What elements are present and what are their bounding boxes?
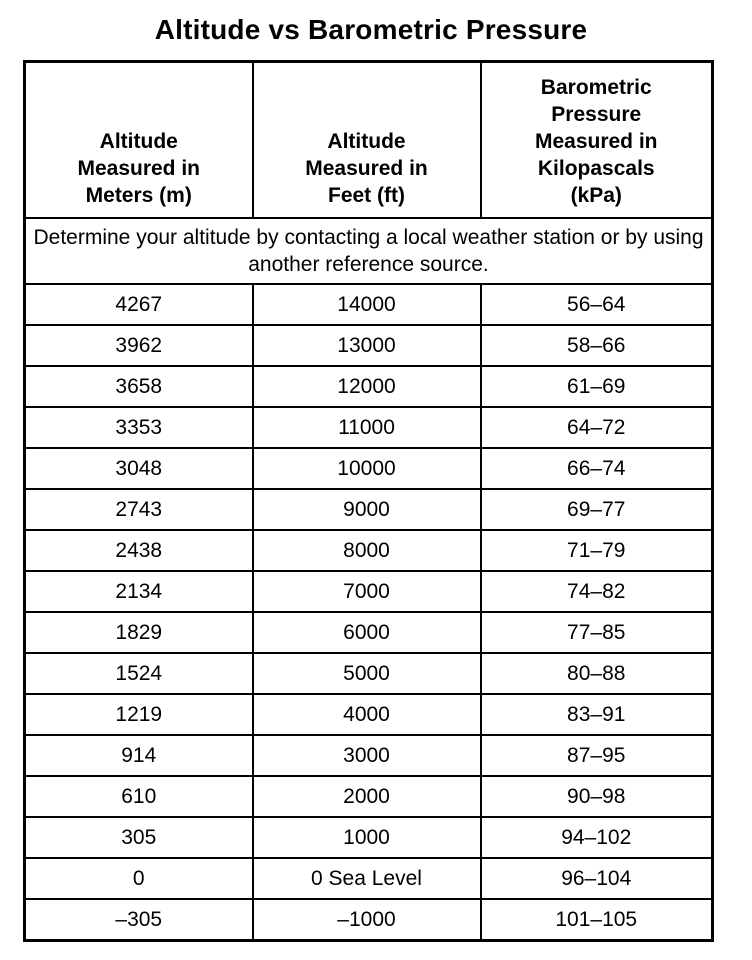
table-row	[25, 776, 713, 817]
cell-feet: 4000	[253, 694, 481, 735]
cell-kpa: 77–85	[481, 612, 713, 653]
cell-kpa: 69–77	[481, 489, 713, 530]
cell-feet: 3000	[253, 735, 481, 776]
cell-kpa: 66–74	[481, 448, 713, 489]
cell-meters: 1219	[25, 694, 253, 735]
cell-kpa: 56–64	[481, 284, 713, 325]
note-row	[25, 218, 713, 284]
table-row	[25, 366, 713, 407]
cell-meters: 305	[25, 817, 253, 858]
cell-meters: 1829	[25, 612, 253, 653]
cell-meters: 1524	[25, 653, 253, 694]
table-row	[25, 284, 713, 325]
cell-feet: 8000	[253, 530, 481, 571]
cell-feet: 12000	[253, 366, 481, 407]
cell-meters: 0	[25, 858, 253, 899]
table-row	[25, 325, 713, 366]
cell-meters: 610	[25, 776, 253, 817]
cell-feet: 10000	[253, 448, 481, 489]
cell-feet: 9000	[253, 489, 481, 530]
cell-kpa: 74–82	[481, 571, 713, 612]
table-row	[25, 653, 713, 694]
cell-kpa: 64–72	[481, 407, 713, 448]
cell-feet: 1000	[253, 817, 481, 858]
header-altitude-meters: Altitude Measured in Meters (m)	[25, 62, 253, 219]
cell-kpa: 96–104	[481, 858, 713, 899]
note-text: Determine your altitude by contacting a local weather station or by using another reference source.	[25, 218, 713, 284]
table-row	[25, 899, 713, 941]
cell-kpa: 87–95	[481, 735, 713, 776]
header-barometric-pressure: Barometric Pressure Measured in Kilopascals (kPa)	[481, 62, 713, 219]
table-row	[25, 735, 713, 776]
cell-kpa: 101–105	[481, 899, 713, 941]
header-altitude-feet: Altitude Measured in Feet (ft)	[253, 62, 481, 219]
table-row	[25, 489, 713, 530]
cell-feet: 14000	[253, 284, 481, 325]
cell-kpa: 94–102	[481, 817, 713, 858]
table-row	[25, 530, 713, 571]
table-row	[25, 858, 713, 899]
cell-feet: 7000	[253, 571, 481, 612]
cell-feet: 0 Sea Level	[253, 858, 481, 899]
altitude-pressure-table	[23, 60, 714, 942]
cell-feet: 2000	[253, 776, 481, 817]
table-row	[25, 694, 713, 735]
cell-meters: 3048	[25, 448, 253, 489]
cell-feet: 11000	[253, 407, 481, 448]
cell-kpa: 80–88	[481, 653, 713, 694]
cell-meters: 2438	[25, 530, 253, 571]
table-row	[25, 817, 713, 858]
cell-meters: 3962	[25, 325, 253, 366]
cell-feet: 5000	[253, 653, 481, 694]
cell-meters: –305	[25, 899, 253, 941]
cell-meters: 4267	[25, 284, 253, 325]
cell-meters: 2743	[25, 489, 253, 530]
cell-meters: 914	[25, 735, 253, 776]
cell-feet: –1000	[253, 899, 481, 941]
table-row	[25, 448, 713, 489]
cell-feet: 6000	[253, 612, 481, 653]
cell-feet: 13000	[253, 325, 481, 366]
table-row	[25, 571, 713, 612]
table-row	[25, 407, 713, 448]
cell-kpa: 83–91	[481, 694, 713, 735]
cell-kpa: 71–79	[481, 530, 713, 571]
cell-kpa: 90–98	[481, 776, 713, 817]
cell-meters: 3658	[25, 366, 253, 407]
cell-kpa: 58–66	[481, 325, 713, 366]
cell-meters: 3353	[25, 407, 253, 448]
table-row	[25, 612, 713, 653]
cell-meters: 2134	[25, 571, 253, 612]
cell-kpa: 61–69	[481, 366, 713, 407]
table-header-row	[25, 62, 713, 219]
page-title: Altitude vs Barometric Pressure	[154, 14, 588, 45]
